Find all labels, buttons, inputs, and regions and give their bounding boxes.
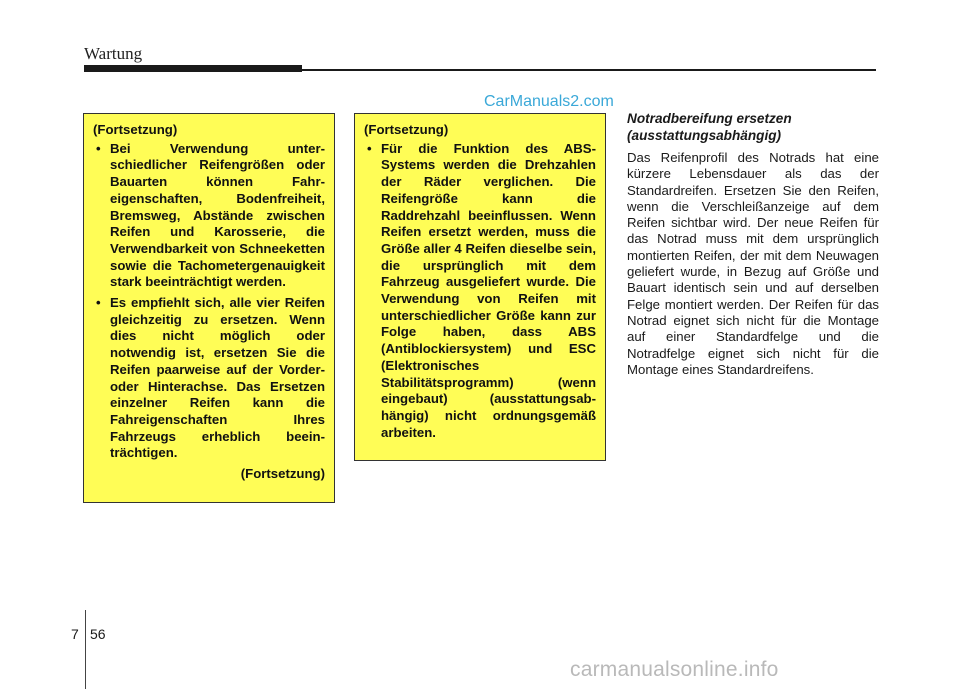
header-title: Wartung — [84, 44, 143, 63]
box-title: (Fortsetzung) — [364, 122, 449, 137]
bullet-text: Bei Verwendung unterschiedlicher Reifengrößen oder Bauarten können Fahreigenschaften, Bodenfreiheit, Bremsweg, Abstände zwischen Reifen und Karosserie, die Verwendbarkeit von Schneeketten sowie die Tachometergenauigkeit stark beeinträchtigt werden. — [110, 140, 325, 290]
bullet-icon: • — [96, 140, 101, 156]
bullet-icon: • — [96, 295, 101, 311]
list-item — [93, 141, 325, 291]
box-title: (Fortsetzung) — [93, 122, 178, 137]
section-paragraph: Das Reifenprofil des Notrads hat eine kürzere Lebensdauer als das der Standardreifen. Ersetzen Sie den Reifen, wenn die Verschleißanzeige auf dem Reifen sichtbar wird. Der neue Reifen für das Notrad muss mit dem ursprünglich montierten Reifen, der mit dem Neuwagen geliefert wurde, in Bezug auf Größe und Bauart identisch sein und auf derselben Felge montiert werden. Der Reifen für das Notrad eignet sich nicht für die Montage auf einer Standardfelge und die Notradfelge eignet sich nicht für die Montage eines Standardreifens. — [627, 150, 879, 377]
footer-divider — [85, 610, 86, 689]
bullet-text: Für die Funktion des ABS-Systems werden die Drehzahlen der Räder verglichen. Die Reifengröße kann die Raddrehzahl beeinflussen. Wenn Reifen ersetzt werden, muss die Größe aller 4 Reifen dieselbe sein, die ursprünglich mit dem Fahrzeug ausgeliefert wurde. Die Verwendung von Reifen mit unterschiedlicher Größe kann zur Folge haben, dass ABS (Antiblockiersystem) und ESC (Elektronisches Stabilitätsprogramm) (wenn eingebaut) (ausstattungsabhängig) nicht ordnungsgemäß arbeiten. — [381, 140, 596, 440]
section-spare-tire — [627, 110, 879, 378]
section-subtitle-line: (ausstattungsabhängig) — [627, 128, 782, 143]
section-title-line: Notradbereifung ersetzen — [627, 111, 792, 126]
chapter-number: 7 — [71, 626, 79, 642]
bullet-text: Es empfiehlt sich, alle vier Reifen gleichzeitig zu ersetzen. Wenn dies nicht möglich oder notwendig ist, ersetzen Sie die Reifen paarweise auf der Vorder- oder Hinterachse. Das Ersetzen einzelner Reifen kann die Fahreigenschaften Ihres Fahrzeugs erheblich beeinträchtigen. — [110, 295, 325, 461]
list-item — [93, 295, 325, 462]
header-rule-thick — [84, 65, 302, 72]
caution-box-middle — [354, 113, 606, 461]
section-title — [627, 110, 879, 144]
page-number: 56 — [90, 626, 106, 642]
list-item — [364, 141, 596, 442]
watermark-bottom: carmanualsonline.info — [570, 658, 779, 681]
header-rule-thin — [302, 69, 876, 71]
watermark-top: CarManuals2.com — [484, 93, 614, 110]
caution-box-left — [83, 113, 335, 503]
bullet-icon: • — [367, 140, 372, 156]
continued-label: (Fortsetzung) — [240, 466, 325, 482]
